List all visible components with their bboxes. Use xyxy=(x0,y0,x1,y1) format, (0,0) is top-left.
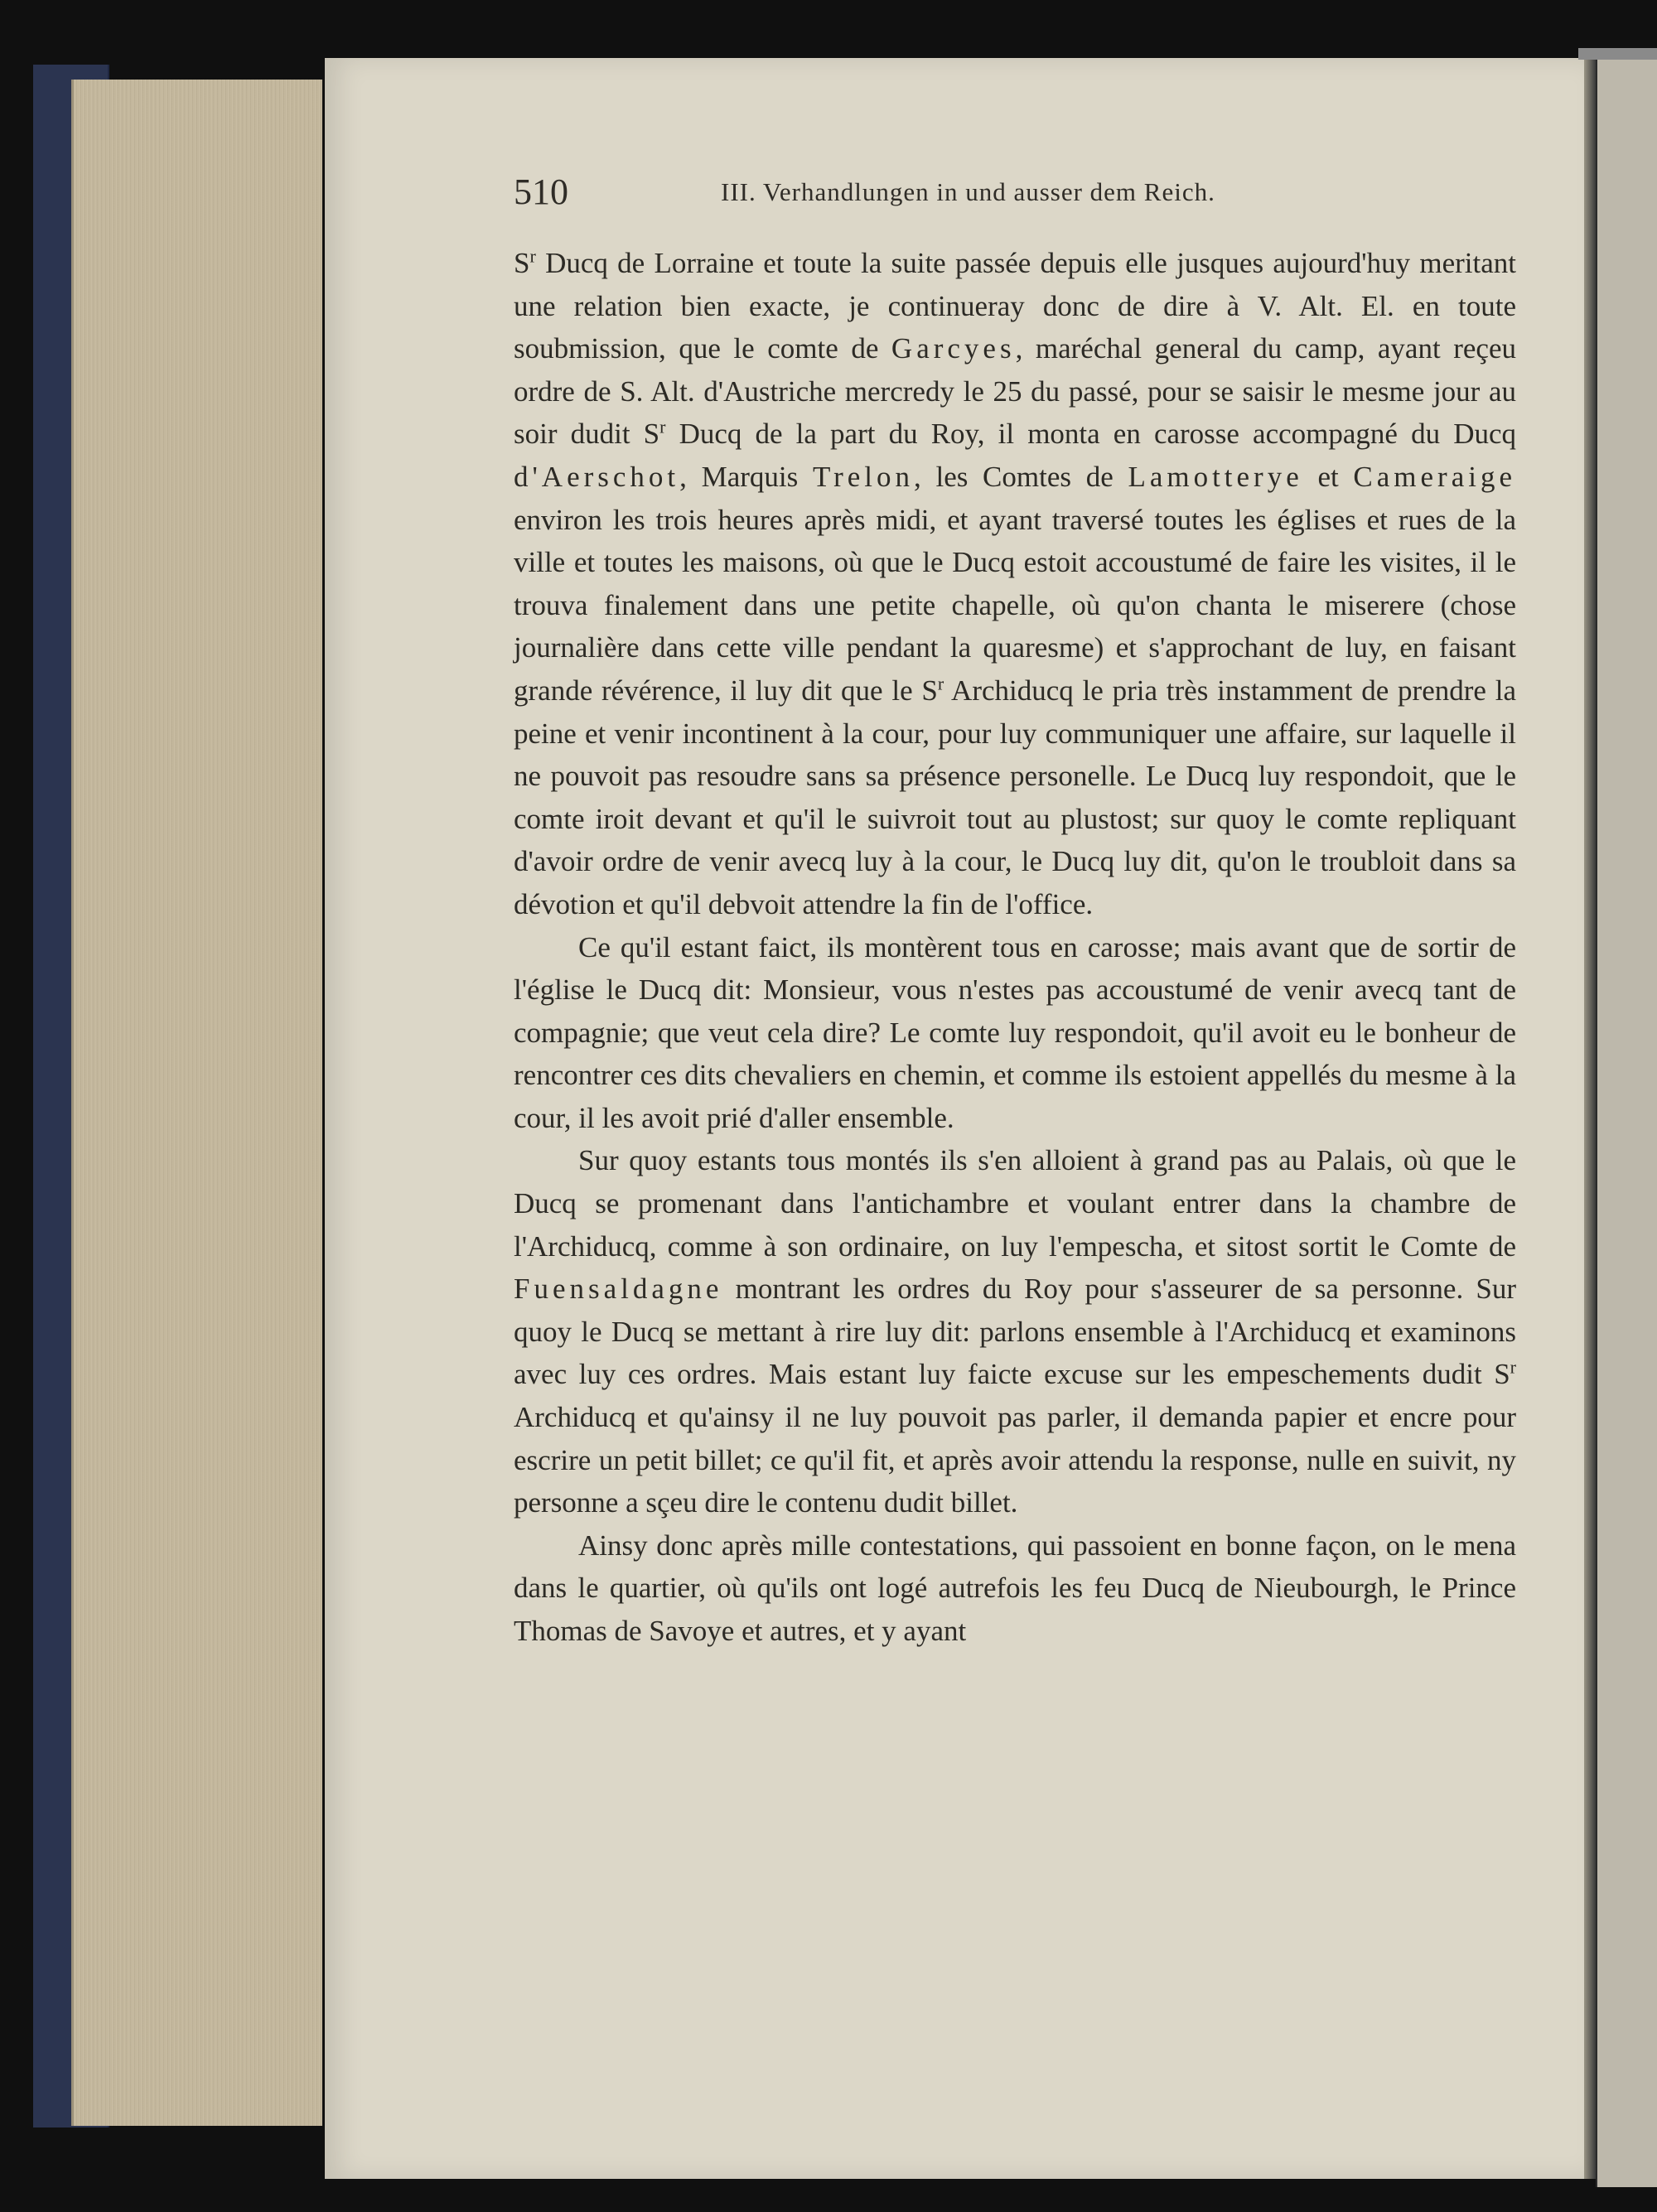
paragraph xyxy=(514,242,1516,926)
superscript: r xyxy=(529,245,536,267)
text-run: Ducq de Lorraine et toute la suite passée depuis elle jusques aujourd'huy meritant une relation bien exacte, je continueray donc de dire à V. Alt. El. en toute soubmission, que le comte de xyxy=(514,247,1516,365)
text-run: , maréchal general du camp, ayant reçeu ordre de S. Alt. d'Austriche mercredy le 25 du passé, pour se saisir le mesme jour au soir dudit S xyxy=(514,332,1516,451)
running-head: III. Verhandlungen in und ausser dem Reich. xyxy=(721,177,1215,206)
text-run: Ainsy donc après mille contestations, qui passoient en bonne façon, on le mena dans le quartier, où qu'ils ont logé autrefois les feu Ducq de Nieubourgh, le Prince Thomas de Savoye et autres, et y ayant xyxy=(514,1529,1516,1647)
page-number: 510 xyxy=(514,171,568,212)
paragraph xyxy=(514,926,1516,1140)
scan-clip xyxy=(1578,48,1657,60)
text-run: Sur quoy estants tous montés ils s'en alloient à grand pas au Palais, où que le Ducq se promenant dans l'antichambre et voulant entrer dans la chambre de l'Archiducq, comme à son ordinaire, on luy l'empescha, et sitost sortit le Comte de xyxy=(514,1144,1516,1263)
text-run: Archiducq le pria très instamment de prendre la peine et venir incontinent à la cour, pour luy communiquer une affaire, sur laquelle il ne pouvoit pas resoudre sans sa présence personelle. Le Ducq luy respondoit, que le comte iroit devant et qu'il le suivroit tout au plustost; sur quoy le comte repliquant d'avoir ordre de venir avecq luy à la cour, le Ducq luy dit, qu'on le troubloit dans sa dévotion et qu'il debvoit attendre la fin de l'office. xyxy=(514,674,1516,920)
spaced-name: Garcyes xyxy=(891,332,1016,365)
text-run: environ les trois heures après midi, et ayant traversé toutes les églises et rues de la ville et toutes les maisons, où que le Ducq estoit accoustumé de faire les visites, il le trouva finalement dans une petite chapelle, où qu'on chanta le miserere (chose journalière dans cette ville pendant la quaresme) et s'approchant de luy, en faisant grande révérence, il luy dit que le S xyxy=(514,503,1516,707)
spaced-name: Cameraige xyxy=(1353,460,1516,493)
book-gutter xyxy=(1584,58,1596,2179)
text-run: et xyxy=(1302,460,1354,493)
body-text xyxy=(514,242,1516,1653)
spaced-name: Fuensaldagne xyxy=(514,1273,723,1306)
text-run: , les Comtes de xyxy=(914,460,1128,493)
superscript: r xyxy=(937,673,944,694)
paragraph xyxy=(514,1524,1516,1653)
superscript: r xyxy=(659,416,666,437)
spaced-name: Lamotterye xyxy=(1128,460,1303,493)
page-header xyxy=(514,167,1533,217)
text-run: Archiducq et qu'ainsy il ne luy pouvoit pas parler, il demanda papier et encre pour escrire un petit billet; ce qu'il fit, et après avoir attendu la response, nulle en suivit, ny personne a sçeu dire le contenu dudit billet. xyxy=(514,1401,1516,1519)
page-stack-edges xyxy=(71,80,322,2126)
text-run: montrant les ordres du Roy pour s'asseurer de sa personne. Sur quoy le Ducq se mettant à rire luy dit: parlons ensemble à l'Archiducq et examinons avec luy ces ordres. Mais estant luy faicte excuse sur les empeschements dudit S xyxy=(514,1273,1516,1391)
spaced-name: d'Aerschot xyxy=(514,460,680,493)
paragraph xyxy=(514,1139,1516,1524)
text-run: Ducq de la part du Roy, il monta en carosse accompagné du Ducq xyxy=(665,418,1517,451)
spaced-name: Trelon xyxy=(812,460,915,493)
superscript: r xyxy=(1510,1356,1516,1378)
facing-page-edge xyxy=(1596,50,1657,2187)
text-run: S xyxy=(514,247,530,279)
text-run: Ce qu'il estant faict, ils montèrent tous en carosse; mais avant que de sortir de l'église le Ducq dit: Monsieur, vous n'estes pas accoustumé de venir avecq tant de compagnie; que veut cela dire? Le comte luy respondoit, qu'il avoit eu le bonheur de rencontrer ces dits chevaliers en chemin, et comme ils estoient appellés du mesme à la cour, il les avoit prié d'aller ensemble. xyxy=(514,930,1516,1134)
text-run: , Marquis xyxy=(679,460,813,493)
